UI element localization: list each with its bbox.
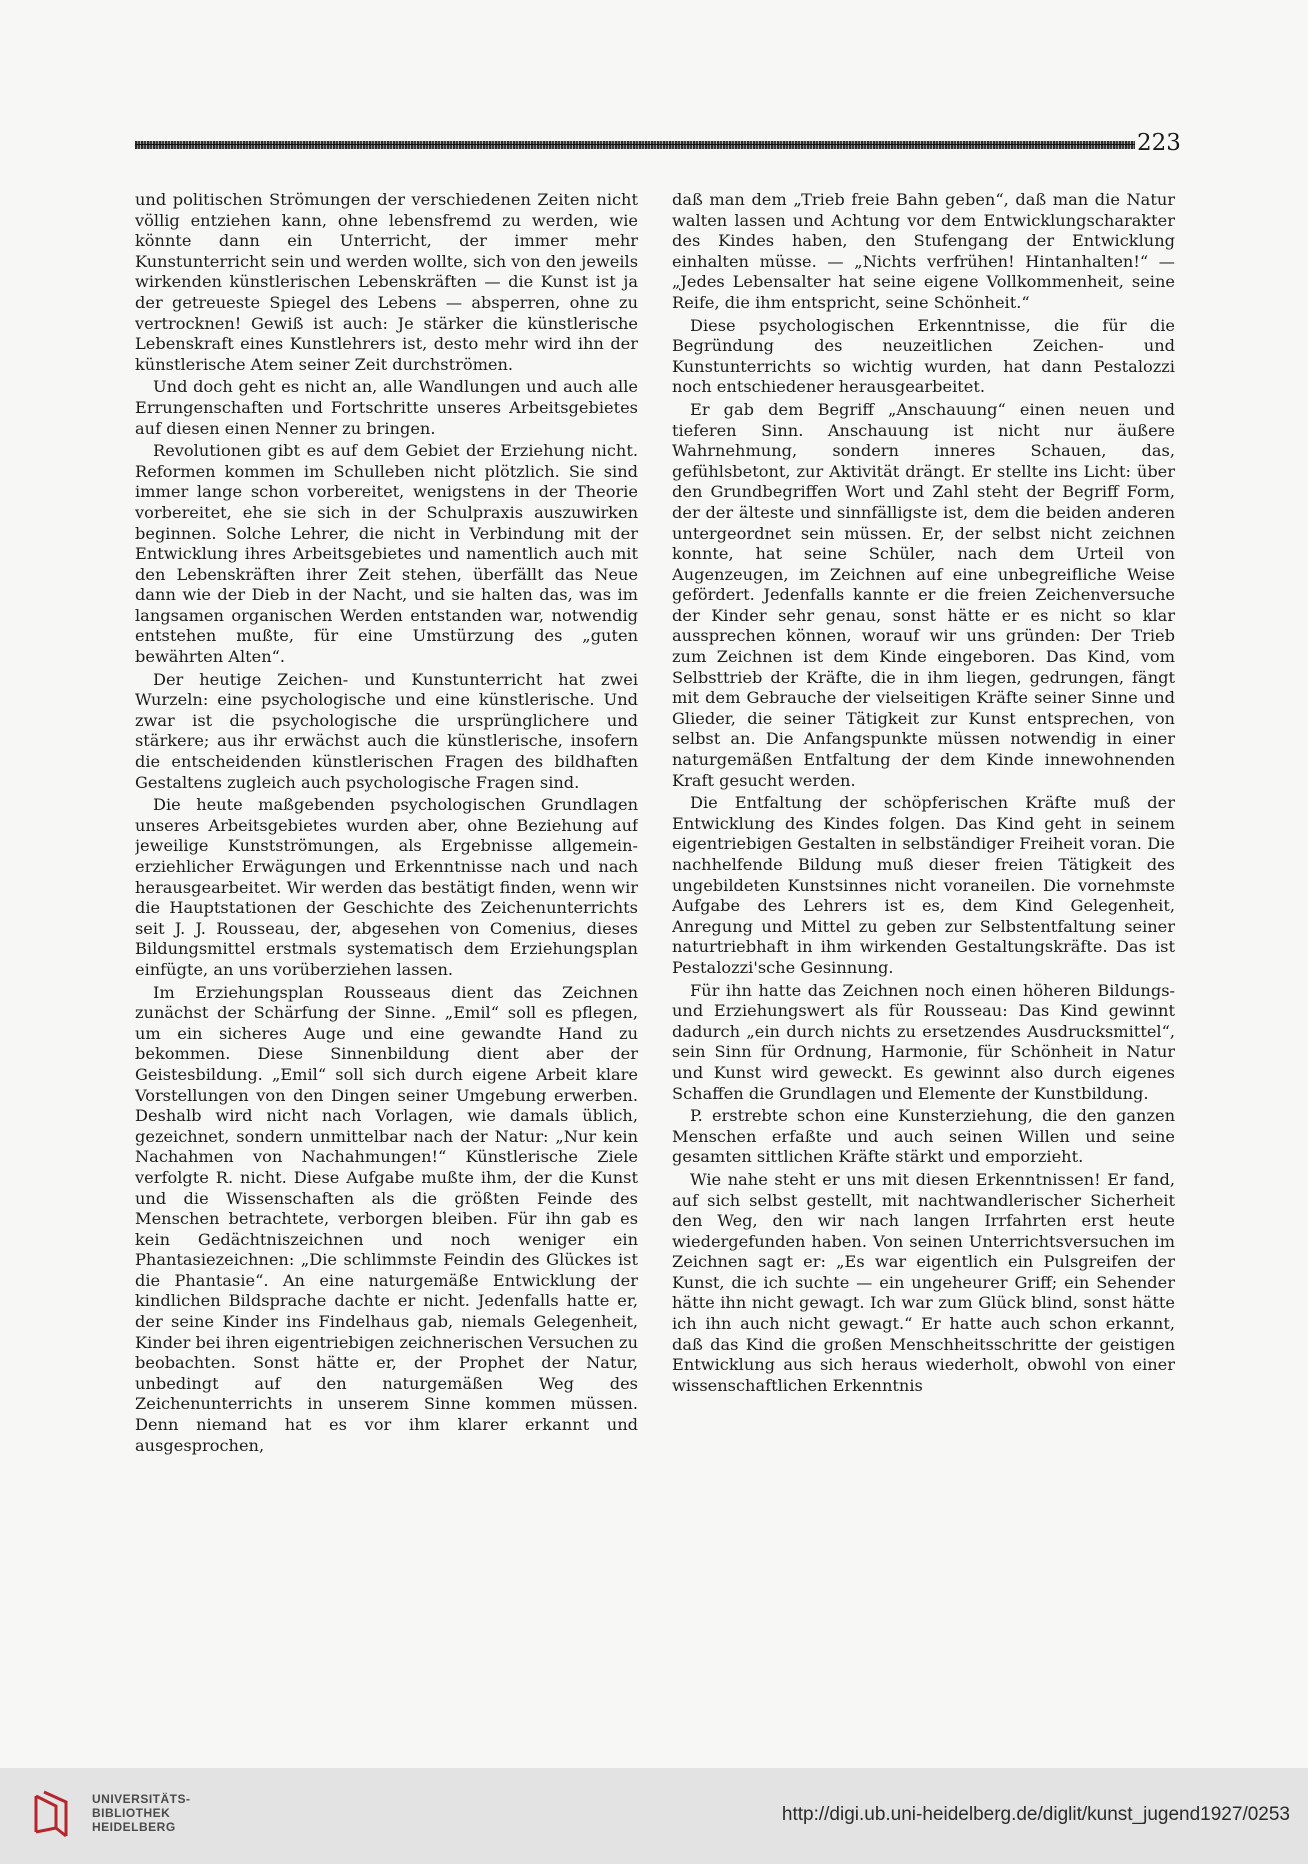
paragraph: und politischen Strömungen der verschiedenen Zeiten nicht völlig entziehen kann, ohne lebensfremd zu werden, wie könnte dann ein Unterricht, der immer mehr Kunstunterricht sein und werden wollte, sich von den jeweils wirkenden künstlerischen Lebenskräften — die Kunst ist ja der getreueste Spiegel des Lebens — absperren, ohne zu vertrocknen! Gewiß ist auch: Je stärker die künstlerische Lebenskraft eines Kunstlehrers ist, desto mehr wird ihn der künstlerische Atem seiner Zeit durchströmen.	[135, 190, 638, 374]
library-name[interactable]	[92, 1792, 292, 1834]
paragraph: Der heutige Zeichen- und Kunstunterricht hat zwei Wurzeln: eine psychologische und eine künstlerische. Und zwar ist die psychologische die ursprünglichere und stärkere; aus ihr erwächst auch die künstlerische, insofern die entscheidenden künstlerischen Fragen des bildhaften Gestaltens zugleich auch psychologische Fragen sind.	[135, 669, 638, 792]
paragraph: Die heute maßgebenden psychologischen Grundlagen unseres Arbeitsgebietes wurden aber, ohne Beziehung auf jeweilige Kunstströmungen, als Ergebnisse allgemein-erziehlicher Erwägungen und Erkenntnisse nach und nach herausgearbeitet. Wir werden das bestätigt finden, wenn wir die Hauptstationen der Geschichte des Zeichenunterrichts seit J. J. Rousseau, der, abgesehen von Comenius, dieses Bildungsmittel erstmals systematisch dem Erziehungsplan einfügte, an uns vorüberziehen lassen.	[135, 795, 638, 979]
page-number: 223	[1137, 130, 1181, 156]
paragraph: Wie nahe steht er uns mit diesen Erkenntnissen! Er fand, auf sich selbst gestellt, mit nachtwandlerischer Sicherheit den Weg, den wir nach langen Irrfahrten erst heute wiedergefunden haben. Von seinen Unterrichtsversuchen im Zeichnen sagt er: „Es war eigentlich ein Pulsgreifen der Kunst, die ich suchte — ein ungeheurer Griff; ein Sehender hätte ihn nicht gewagt. Ich war zum Glück blind, sonst hätte ich ihn auch nicht gewagt.“ Er hatte auch schon erkannt, daß das Kind die großen Menschheitsschritte der geistigen Entwicklung aus sich heraus wiederholt, obwohl von einer wissenschaftlichen Erkenntnis	[672, 1169, 1175, 1395]
library-name-line3: HEIDELBERG	[92, 1820, 176, 1834]
paragraph: Revolutionen gibt es auf dem Gebiet der Erziehung nicht. Reformen kommen im Schulleben nicht plötzlich. Sie sind immer lange schon vorbereitet, wenigstens in der Theorie vorbereitet, ehe sie sich in der Schulpraxis auszuwirken beginnen. Solche Lehrer, die nicht in Verbindung mit der Entwicklung ihres Arbeitsgebietes und namentlich auch mit den Lebenskräften ihrer Zeit stehen, überfällt das Neue dann wie der Dieb in der Nacht, und sie halten das, was im langsamen organischen Werden entstanden war, notwendig entstehen mußte, für eine Umstürzung des „guten bewährten Alten“.	[135, 441, 638, 667]
library-name-line1: UNIVERSITÄTS-	[92, 1792, 191, 1806]
paragraph: Diese psychologischen Erkenntnisse, die für die Begründung des neuzeitlichen Zeichen- und Kunstunterrichts so wichtig wurden, hat dann Pestalozzi noch entschiedener herausgearbeitet.	[672, 315, 1175, 397]
header-rule	[135, 141, 1135, 149]
paragraph: Und doch geht es nicht an, alle Wandlungen und auch alle Errungenschaften und Fortschritte unseres Arbeitsgebietes auf diesen einen Nenner zu bringen.	[135, 377, 638, 438]
paragraph: Im Erziehungsplan Rousseaus dient das Zeichnen zunächst der Schärfung der Sinne. „Emil“ soll es pflegen, um ein sicheres Auge und eine gewandte Hand zu bekommen. Diese Sinnenbildung dient aber der Geistesbildung. „Emil“ soll sich durch eigene Arbeit klare Vorstellungen von den Dingen seiner Umgebung erwerben. Deshalb wird nicht nach Vorlagen, wie damals üblich, gezeichnet, sondern unmittelbar nach der Natur: „Nur kein Nachahmen von Nachahmungen!“ Künstlerische Ziele verfolgte R. nicht. Diese Aufgabe mußte ihm, der die Kunst und die Wissenschaften als die größten Feinde des Menschen betrachtete, verborgen bleiben. Für ihn gab es kein Gedächtniszeichnen und noch weniger ein Phantasiezeichnen: „Die schlimmste Feindin des Glückes ist die Phantasie“. An eine naturgemäße Entwicklung der kindlichen Bildsprache dachte er nicht. Jedenfalls hatte er, der seine Kinder ins Findelhaus gab, niemals Gelegenheit, Kinder bei ihren eigentriebigen zeichnerischen Versuchen zu beobachten. Sonst hätte er, der Prophet der Natur, unbedingt auf den naturgemäßen Weg des Zeichenunterrichts in unserem Sinne kommen müssen. Denn niemand hat es vor ihm klarer erkannt und ausgesprochen,	[135, 982, 638, 1455]
footer-bar	[0, 1768, 1308, 1864]
paragraph: Die Entfaltung der schöpferischen Kräfte muß der Entwicklung des Kindes folgen. Das Kind geht in seinem eigentriebigen Gestalten in selbständiger Freiheit voran. Die nachhelfende Bildung muß dieser freien Tätigkeit des ungebildeten Kunstsinnes nicht voraneilen. Die vornehmste Aufgabe des Lehrers ist es, dem Kind Gelegenheit, Anregung und Mittel zu geben zur Selbstentfaltung seiner naturtriebhaft in ihm wirkenden Gestaltungskräfte. Das ist Pestalozzi'sche Gesinnung.	[672, 793, 1175, 977]
paragraph: Für ihn hatte das Zeichnen noch einen höheren Bildungs- und Erziehungswert als für Rousseau: Das Kind gewinnt dadurch „ein durch nichts zu ersetzendes Ausdrucksmittel“, sein Sinn für Ordnung, Harmonie, für Schönheit in Natur und Kunst wird geweckt. Es gewinnt also durch eigenes Schaffen die Grundlagen und Elemente der Kunstbildung.	[672, 980, 1175, 1103]
source-url-link[interactable]: http://digi.ub.uni-heidelberg.de/diglit/kunst_jugend1927/0253	[781, 1804, 1290, 1825]
paragraph: P. erstrebte schon eine Kunsterziehung, die den ganzen Menschen erfaßte und auch seinen Willen und seine gesamten sittlichen Kräfte stärkt und emporzieht.	[672, 1106, 1175, 1167]
left-column	[135, 190, 638, 1650]
library-name-line2: BIBLIOTHEK	[92, 1806, 171, 1820]
paragraph: Er gab dem Begriff „Anschauung“ einen neuen und tieferen Sinn. Anschauung ist nicht nur äußere Wahrnehmung, sondern inneres Schauen, das, gefühlsbetont, zur Aktivität drängt. Er stellte ins Licht: über den Grundbegriffen Wort und Zahl steht der Begriff Form, der der älteste und sinnfälligste ist, dem die beiden anderen untergeordnet sein müssen. Er, der selbst nicht zeichnen konnte, hat seine Schüler, nach dem Urteil von Augenzeugen, im Zeichnen auf eine unbegreifliche Weise gefördert. Jedenfalls kannte er die freien Zeichenversuche der Kinder sehr genau, sonst hätte er es nicht so klar aussprechen können, worauf wir uns gründen: Der Trieb zum Zeichnen ist dem Kinde eingeboren. Das Kind, vom Selbsttrieb der Kräfte, die in ihm liegen, gedrungen, fängt mit dem Gebrauche der vielseitigen Kräfte seiner Sinne und Glieder, die seiner Tätigkeit zur Kunst entsprechen, von selbst an. Die Anfangspunkte müssen notwendig in einer naturgemäßen Entfaltung der dem Kinde innewohnenden Kraft gesucht werden.	[672, 399, 1175, 790]
paragraph: daß man dem „Trieb freie Bahn geben“, daß man die Natur walten lassen und Achtung vor dem Entwicklungscharakter des Kindes haben, den Stufengang der Entwicklung einhalten müsse. — „Nichts verfrühen! Hintanhalten!“ — „Jedes Lebensalter hat seine eigene Vollkommenheit, seine Reife, die ihm entspricht, seine Schönheit.“	[672, 190, 1175, 312]
library-logo-icon[interactable]	[26, 1788, 76, 1840]
right-column	[672, 190, 1175, 1650]
